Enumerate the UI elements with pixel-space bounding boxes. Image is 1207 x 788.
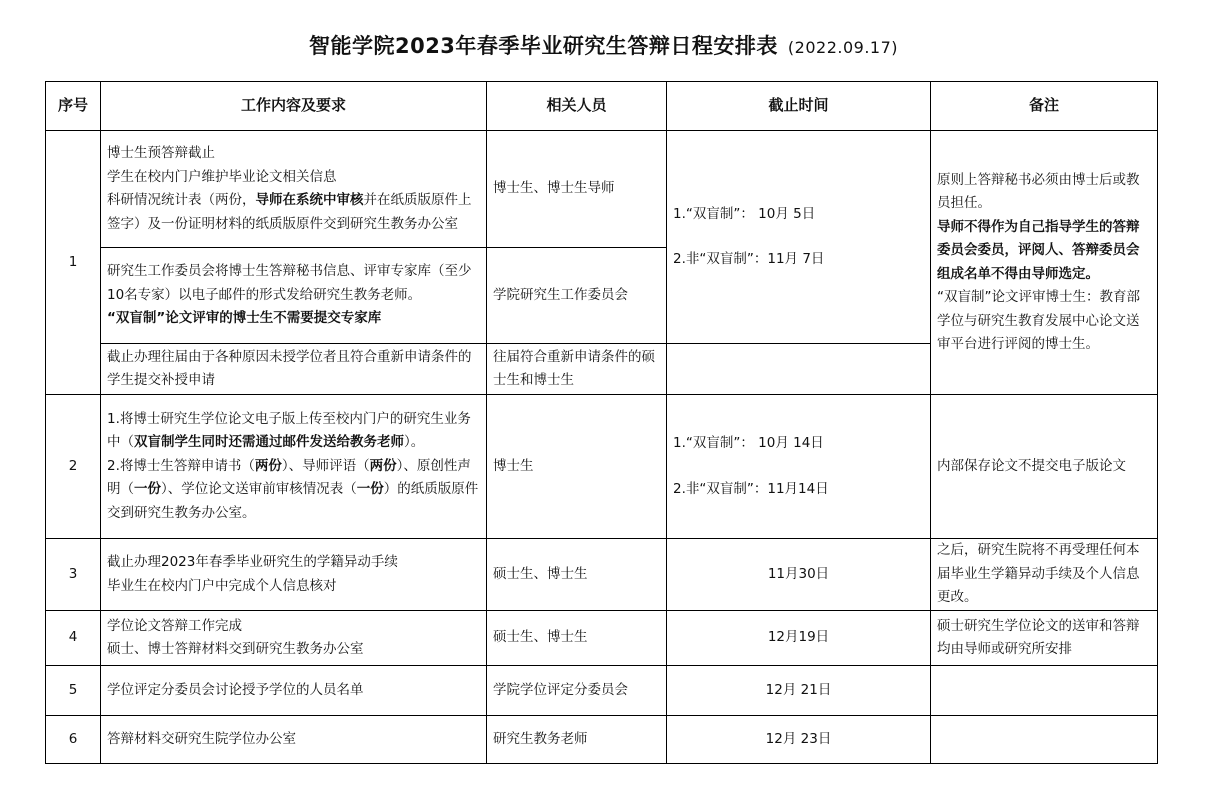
content-text: ）的纸质版原件交到研究生教务办公室。 xyxy=(107,481,479,521)
content-line-emphasis: “双盲制”论文评审的博士生不需要提交专家库 xyxy=(107,310,382,327)
header-people: 相关人员 xyxy=(487,82,667,131)
deadline-line: 1.“双盲制”： 10月 5日 xyxy=(673,205,816,222)
title-date: (2022.09.17) xyxy=(787,38,899,57)
note-line: “双盲制”论文评审博士生：教育部学位与研究生教育发展中心论文送审平台进行评阅的博士生。 xyxy=(937,289,1140,352)
table-row xyxy=(46,395,1158,539)
table-row xyxy=(46,611,1158,666)
content-cell xyxy=(101,611,487,666)
people-cell: 博士生、博士生导师 xyxy=(487,131,667,248)
content-text: ）、导师评语（ xyxy=(281,457,370,474)
row-number: 2 xyxy=(46,395,101,539)
content-cell: 截止办理往届由于各种原因未授学位者且符合重新申请条件的学生提交补授申请 xyxy=(101,344,487,395)
people-cell: 博士生 xyxy=(487,395,667,539)
note-cell xyxy=(931,131,1158,395)
content-cell xyxy=(101,248,487,344)
content-text: ）、原创性声明（ xyxy=(107,457,471,498)
content-cell: 答辩材料交研究生院学位办公室 xyxy=(101,716,487,764)
deadline-cell xyxy=(667,395,931,539)
content-emphasis: 两份 xyxy=(369,457,397,474)
content-text: 2.将博士生答辩申请书（ xyxy=(107,457,255,474)
content-emphasis: 一份 xyxy=(356,481,384,498)
deadline-cell: 12月 23日 xyxy=(667,716,931,764)
row-number: 3 xyxy=(46,539,101,611)
deadline-cell: 12月19日 xyxy=(667,611,931,666)
content-cell: 学位评定分委员会讨论授予学位的人员名单 xyxy=(101,666,487,716)
deadline-cell: 12月 21日 xyxy=(667,666,931,716)
table-row xyxy=(46,716,1158,764)
people-cell: 往届符合重新申请条件的硕士生和博士生 xyxy=(487,344,667,395)
content-line: 截止办理2023年春季毕业研究生的学籍异动手续 xyxy=(107,554,398,570)
table-row xyxy=(46,539,1158,611)
people-cell: 学院学位评定分委员会 xyxy=(487,666,667,716)
people-cell: 硕士生、博士生 xyxy=(487,611,667,666)
content-text: ）。 xyxy=(404,434,425,451)
content-cell xyxy=(101,539,487,611)
deadline-cell-empty xyxy=(667,344,931,395)
deadline-cell xyxy=(667,131,931,344)
header-no: 序号 xyxy=(46,82,101,131)
people-cell: 学院研究生工作委员会 xyxy=(487,248,667,344)
table-row xyxy=(46,666,1158,716)
header-note: 备注 xyxy=(931,82,1158,131)
document-title xyxy=(0,30,1207,60)
row-number: 4 xyxy=(46,611,101,666)
header-deadline: 截止时间 xyxy=(667,82,931,131)
content-emphasis: 两份 xyxy=(254,457,282,474)
content-text: 科研情况统计表（两份， xyxy=(107,192,256,208)
title-text: 智能学院2023年春季毕业研究生答辩日程安排表 xyxy=(308,34,778,58)
content-line: 学生在校内门户维护毕业论文相关信息 xyxy=(107,168,337,185)
deadline-cell: 11月30日 xyxy=(667,539,931,611)
note-cell: 内部保存论文不提交电子版论文 xyxy=(931,395,1158,539)
content-emphasis: 双盲制学生同时还需通过邮件发送给教务老师 xyxy=(134,434,404,451)
content-text: 并在纸质版原件上签字）及一份证明材料的纸质版原件交到研究生教务办公室 xyxy=(107,192,472,232)
people-cell: 研究生教务老师 xyxy=(487,716,667,764)
header-content: 工作内容及要求 xyxy=(101,82,487,131)
people-cell: 硕士生、博士生 xyxy=(487,539,667,611)
deadline-line: 1.“双盲制”： 10月 14日 xyxy=(673,435,824,451)
content-line: 学位论文答辩工作完成 xyxy=(107,617,242,634)
content-line: 硕士、博士答辩材料交到研究生教务办公室 xyxy=(107,641,364,657)
deadline-line: 2.非“双盲制”：11月 7日 xyxy=(673,251,825,267)
note-cell xyxy=(931,716,1158,764)
content-cell xyxy=(101,131,487,248)
note-cell: 之后，研究生院将不再受理任何本届毕业生学籍异动手续及个人信息更改。 xyxy=(931,539,1158,611)
note-cell xyxy=(931,666,1158,716)
schedule-table xyxy=(45,81,1158,764)
note-line-emphasis: 导师不得作为自己指导学生的答辩委员会委员，评阅人、答辩委员会组成名单不得由导师选定。 xyxy=(937,218,1140,282)
row-number: 5 xyxy=(46,666,101,716)
deadline-line: 2.非“双盲制”：11月14日 xyxy=(673,480,829,497)
row-number: 6 xyxy=(46,716,101,764)
table-row xyxy=(46,131,1158,248)
header-row xyxy=(46,82,1158,131)
note-cell: 硕士研究生学位论文的送审和答辩均由导师或研究所安排 xyxy=(931,611,1158,666)
note-line: 原则上答辩秘书必须由博士后或教员担任。 xyxy=(937,171,1140,211)
content-line: 研究生工作委员会将博士生答辩秘书信息、评审专家库（至少10名专家）以电子邮件的形式发给研究生教务老师。 xyxy=(107,263,472,303)
content-emphasis: 一份 xyxy=(134,481,161,498)
content-line: 博士生预答辩截止 xyxy=(107,145,215,161)
content-text: ）、学位论文送审前审核情况表（ xyxy=(161,481,357,498)
content-emphasis: 导师在系统中审核 xyxy=(255,192,364,208)
content-cell xyxy=(101,395,487,539)
content-line xyxy=(107,189,480,236)
content-text: 1.将博士研究生学位论文电子版上传至校内门户的研究生业务中（ xyxy=(107,410,471,451)
row-number: 1 xyxy=(46,131,101,395)
content-line: 毕业生在校内门户中完成个人信息核对 xyxy=(107,577,337,594)
